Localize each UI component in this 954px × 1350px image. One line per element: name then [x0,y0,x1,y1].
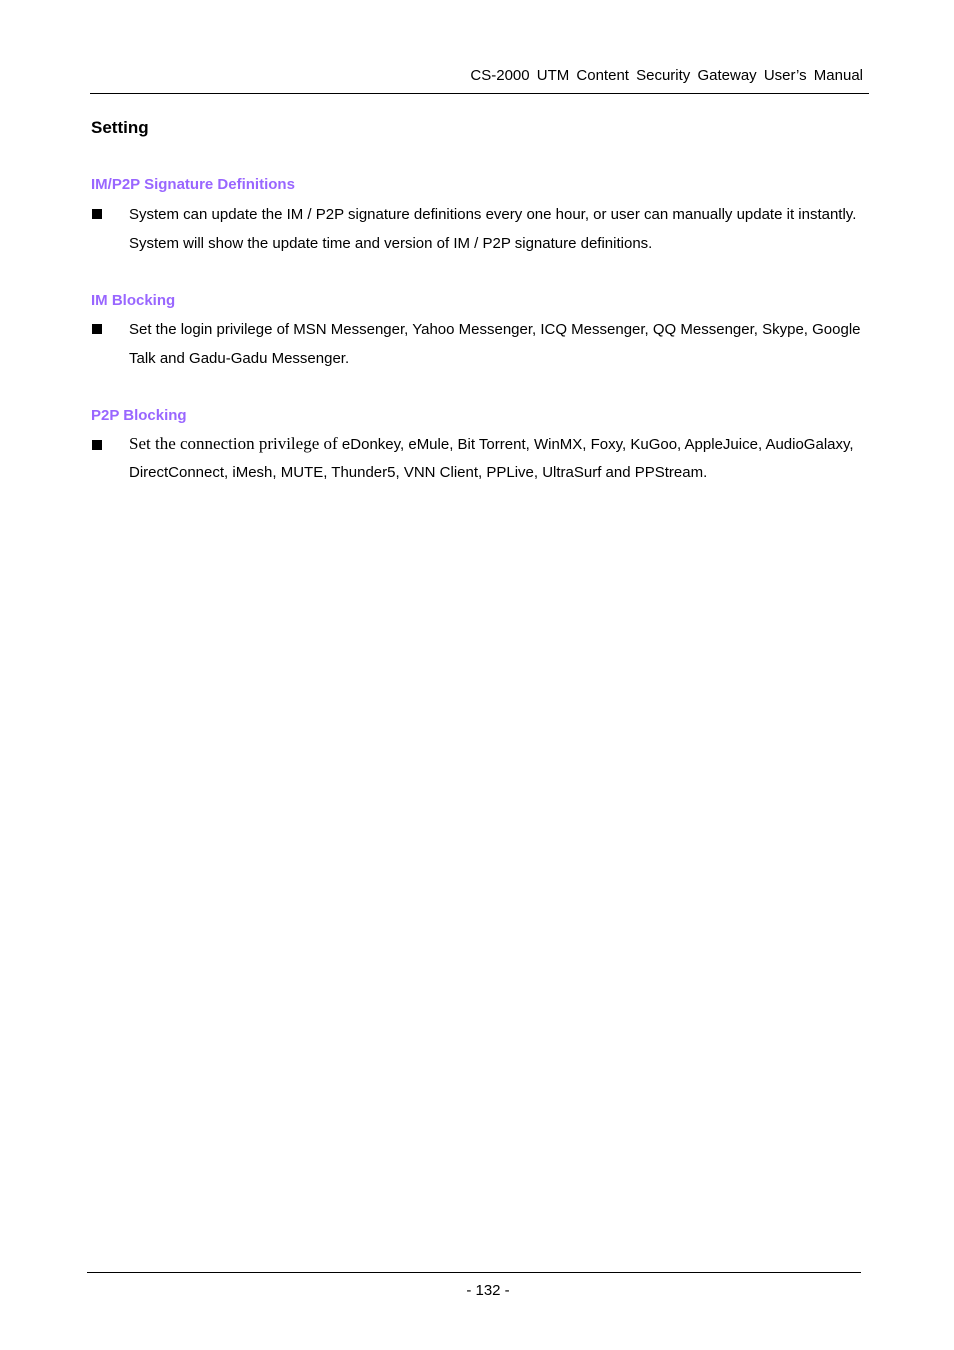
document-header-title: CS-2000 UTM Content Security Gateway User’s Manual [470,67,863,84]
subheading-im-blocking: IM Blocking [91,292,176,309]
bullet-square-icon [92,440,102,450]
paragraph-im-blocking: Set the login privilege of MSN Messenger, Yahoo Messenger, ICQ Messenger, QQ Messenger, Skype, Google Talk and Gadu-Gadu Messenger. [129,321,861,367]
bullet-square-icon [92,209,102,219]
section-heading: Setting [91,118,149,137]
footer-divider [87,1272,861,1273]
bullet-square-icon [92,324,102,334]
paragraph-p2p-apps: eDonkey, eMule, Bit Torrent, WinMX, Foxy, KuGoo, AppleJuice, AudioGalaxy, DirectConnect, iMesh, MUTE, Thunder5, VNN Client, PPLive, UltraSurf and PPStream. [129,436,854,481]
paragraph-signature-definitions: System can update the IM / P2P signature definitions every one hour, or user can manually update it instantly. System will show the update time and version of IM / P2P signature definitions. [129,206,857,252]
subheading-p2p-blocking: P2P Blocking [91,407,187,424]
paragraph-p2p-blocking [129,430,864,487]
paragraph-p2p-lead-in: Set the connection privilege of [129,434,342,453]
page-number: - 132 - [466,1282,510,1299]
header-divider [90,93,869,94]
subheading-signature-definitions: IM/P2P Signature Definitions [91,176,295,193]
